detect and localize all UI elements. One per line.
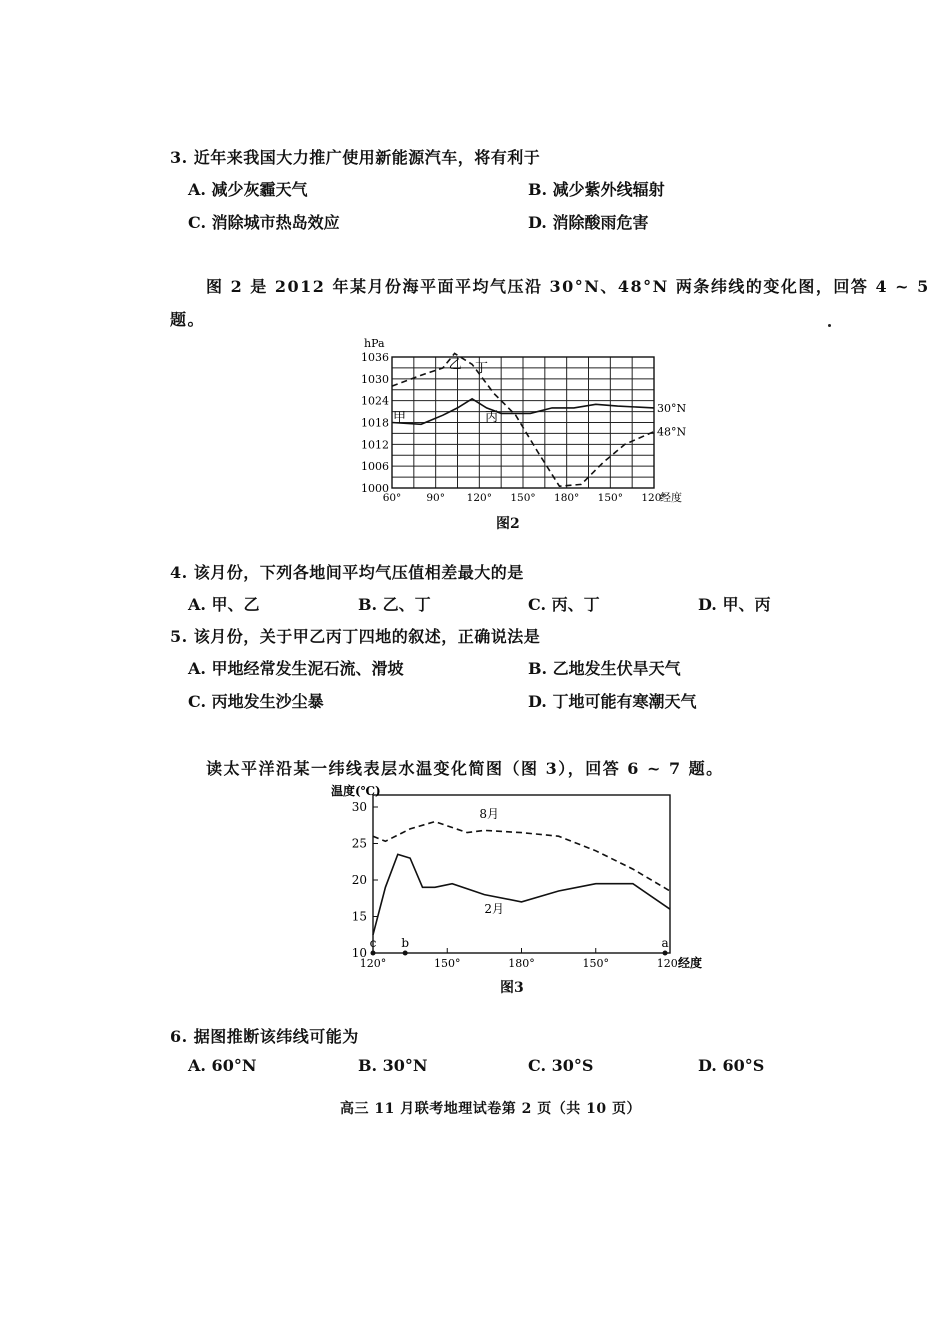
- point-label: 丙: [485, 409, 499, 425]
- point-marker: [371, 951, 376, 956]
- q5-option-c[interactable]: C. 丙地发生沙尘暴: [188, 692, 324, 711]
- series-line-aug: [373, 822, 670, 891]
- y-axis-unit: 温度(℃): [331, 784, 381, 798]
- x-tick-label: 150°: [510, 492, 536, 504]
- figure-2-chart: [350, 335, 695, 510]
- x-tick-label: 180°: [554, 492, 580, 504]
- x-tick-label: 90°: [426, 492, 445, 504]
- q4-option-d[interactable]: D. 甲、丙: [698, 595, 771, 614]
- q3-option-a[interactable]: A. 减少灰霾天气: [188, 180, 308, 199]
- y-tick-label: 1018: [361, 416, 389, 430]
- y-tick-label: 1030: [361, 372, 389, 386]
- series-label-48n: 48°N: [657, 425, 687, 439]
- x-tick-label: 120°: [656, 957, 684, 970]
- y-tick-label: 25: [351, 836, 367, 851]
- q4-option-c[interactable]: C. 丙、丁: [528, 595, 600, 614]
- figure-3-caption: 图3: [500, 980, 524, 996]
- x-tick-label: 150°: [434, 957, 461, 970]
- intro-fig2-line2: 题。: [170, 310, 206, 329]
- q5-option-d[interactable]: D. 丁地可能有寒潮天气: [528, 692, 697, 711]
- series-label-30n: 30°N: [657, 401, 687, 415]
- x-axis-unit: 经度: [660, 491, 682, 504]
- q5-stem: 5. 该月份，关于甲乙丙丁四地的叙述，正确说法是: [170, 627, 541, 646]
- q5-option-a[interactable]: A. 甲地经常发生泥石流、滑坡: [188, 659, 404, 678]
- y-tick-label: 20: [351, 873, 367, 887]
- stray-dot: [828, 324, 831, 327]
- series-label-feb: 2月: [484, 901, 505, 916]
- q4-option-a[interactable]: A. 甲、乙: [188, 595, 260, 614]
- point-label: 丁: [474, 360, 488, 376]
- y-tick-label: 1036: [361, 351, 389, 364]
- q6-stem: 6. 据图推断该纬线可能为: [170, 1027, 359, 1046]
- point-label: 乙: [448, 357, 462, 373]
- y-tick-label: 1006: [361, 460, 389, 474]
- y-axis-unit: hPa: [364, 337, 385, 350]
- point-marker: [663, 951, 668, 956]
- q6-option-b[interactable]: B. 30°N: [358, 1056, 428, 1075]
- x-tick-label: 180°: [508, 957, 535, 970]
- point-label: 甲: [393, 410, 407, 426]
- x-axis-unit: 经度: [678, 956, 703, 970]
- q5-option-b[interactable]: B. 乙地发生伏旱天气: [528, 659, 681, 678]
- y-tick-label: 30: [351, 800, 367, 814]
- q4-stem: 4. 该月份，下列各地间平均气压值相差最大的是: [170, 563, 524, 582]
- q6-option-a[interactable]: A. 60°N: [188, 1056, 257, 1075]
- q3-option-d[interactable]: D. 消除酸雨危害: [528, 213, 649, 232]
- q3-option-b[interactable]: B. 减少紫外线辐射: [528, 180, 665, 199]
- q3-stem: 3. 近年来我国大力推广使用新能源汽车，将有利于: [170, 148, 541, 167]
- x-tick-label: 60°: [382, 492, 402, 504]
- x-tick-label: 150°: [582, 957, 609, 970]
- q4-option-b[interactable]: B. 乙、丁: [358, 595, 431, 614]
- point-label: a: [661, 936, 669, 950]
- series-line-feb: [373, 854, 670, 934]
- point-marker: [403, 951, 408, 956]
- series-label-aug: 8月: [479, 806, 500, 821]
- q6-option-c[interactable]: C. 30°S: [528, 1056, 594, 1075]
- figure-3-chart: [325, 783, 725, 973]
- figure-2-caption: 图2: [496, 516, 520, 532]
- x-tick-label: 120°: [641, 492, 667, 504]
- y-tick-label: 10: [351, 946, 367, 960]
- page-footer: 高三 11 月联考地理试卷第 2 页（共 10 页）: [340, 1101, 641, 1117]
- y-tick-label: 1000: [361, 482, 389, 495]
- q3-option-c[interactable]: C. 消除城市热岛效应: [188, 213, 340, 232]
- q6-option-d[interactable]: D. 60°S: [698, 1056, 765, 1075]
- y-tick-label: 15: [351, 909, 367, 924]
- x-tick-label: 150°: [597, 492, 623, 504]
- y-tick-label: 1012: [361, 438, 389, 452]
- x-tick-label: 120°: [359, 957, 387, 970]
- y-tick-label: 1024: [361, 394, 389, 408]
- x-tick-label: 120°: [466, 492, 492, 504]
- intro-fig2-line1: 图 2 是 2012 年某月份海平面平均气压沿 30°N、48°N 两条纬线的变化图，回答 4 ~ 5: [206, 277, 930, 296]
- point-label: c: [369, 936, 377, 950]
- point-label: b: [401, 936, 410, 950]
- intro-fig3: 读太平洋沿某一纬线表层水温变化简图（图 3），回答 6 ~ 7 题。: [206, 759, 724, 778]
